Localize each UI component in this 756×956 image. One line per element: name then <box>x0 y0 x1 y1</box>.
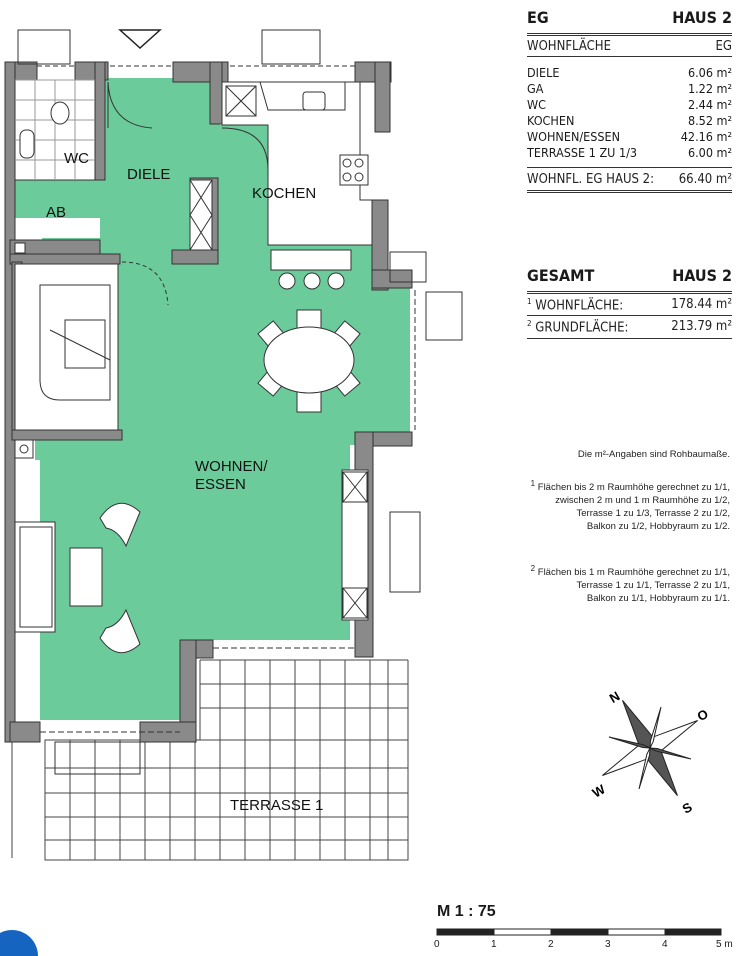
scale-tick: 0 <box>434 939 440 950</box>
room-label-wc: WC <box>64 150 89 167</box>
eg-row: DIELE 6.06 m² <box>527 65 732 80</box>
room-label-wohnen: WOHNEN/ <box>195 458 268 475</box>
gesamt-grundflaeche-label: $^2$ GRUNDFLÄCHE: <box>527 319 629 336</box>
compass-w: W <box>589 781 608 801</box>
compass-rose <box>575 673 725 823</box>
eg-wohnflaeche-value: EG <box>715 39 732 54</box>
eg-area-table <box>527 8 732 193</box>
room-label-terrasse: TERRASSE 1 <box>230 797 324 814</box>
eg-row: KOCHEN 8.52 m² <box>527 113 732 128</box>
room-label-essen-text: ESSEN <box>195 476 246 493</box>
staircase <box>15 264 118 430</box>
eg-row: WC 2.44 m² <box>527 97 732 112</box>
scale-tick: 3 <box>605 939 611 950</box>
scale-tick: 5 m <box>716 939 733 950</box>
scale-tick: 4 <box>662 939 668 950</box>
logo-badge <box>0 930 38 956</box>
room-label-kochen: KOCHEN <box>252 185 317 202</box>
scale-tick: 1 <box>491 939 497 950</box>
eg-row: WOHNEN/ESSEN 42.16 m² <box>527 129 732 144</box>
dining-table <box>258 310 360 412</box>
eg-wohnflaeche-label: WOHNFLÄCHE <box>527 39 611 54</box>
entrance-marker <box>120 30 160 48</box>
note-2: $^2$ Flächen bis 1 m Raumhöhe gerechnet zu 1/1, Terrasse 1 zu 1/1, Terrasse 2 zu 1/1, Balkon zu 1/1, Hobbyraum zu 1/1. <box>530 564 730 605</box>
eg-haus: HAUS 2 <box>672 8 732 27</box>
eg-row: GA 1.22 m² <box>527 81 732 96</box>
compass-n: N <box>606 688 623 706</box>
note-rohbau: Die m²-Angaben sind Rohbaumaße. <box>577 449 730 460</box>
gesamt-wohnflaeche-value: 178.44 m² <box>671 297 732 312</box>
note-1: $^1$ Flächen bis 2 m Raumhöhe gerechnet zu 1/1, zwischen 2 m und 1 m Raumhöhe zu 1/2, Terrasse 1 zu 1/3, Terrasse 2 zu 1/2, Balkon zu 1/2, Hobbyraum zu 1/2. <box>530 479 730 533</box>
gesamt-title: GESAMT <box>527 266 595 285</box>
room-label-ab: AB <box>46 204 67 221</box>
scale-title: M 1 : 75 <box>437 903 496 920</box>
eg-total-value: 66.40 m² <box>678 172 732 187</box>
compass-o: O <box>694 706 711 725</box>
compass-s: S <box>679 799 695 817</box>
scale-bar <box>437 929 721 935</box>
gesamt-wohnflaeche-label: $^1$ WOHNFLÄCHE: <box>527 297 624 314</box>
gesamt-area-table <box>527 266 732 339</box>
gesamt-grundflaeche-value: 213.79 m² <box>671 319 732 335</box>
eg-total-label: WOHNFL. EG HAUS 2: <box>527 172 655 187</box>
room-label-diele: DIELE <box>127 166 171 183</box>
eg-row: TERRASSE 1 ZU 1/3 6.00 m² <box>527 145 732 160</box>
eg-title: EG <box>527 8 549 27</box>
scale-tick: 2 <box>548 939 554 950</box>
gesamt-haus: HAUS 2 <box>672 266 732 285</box>
